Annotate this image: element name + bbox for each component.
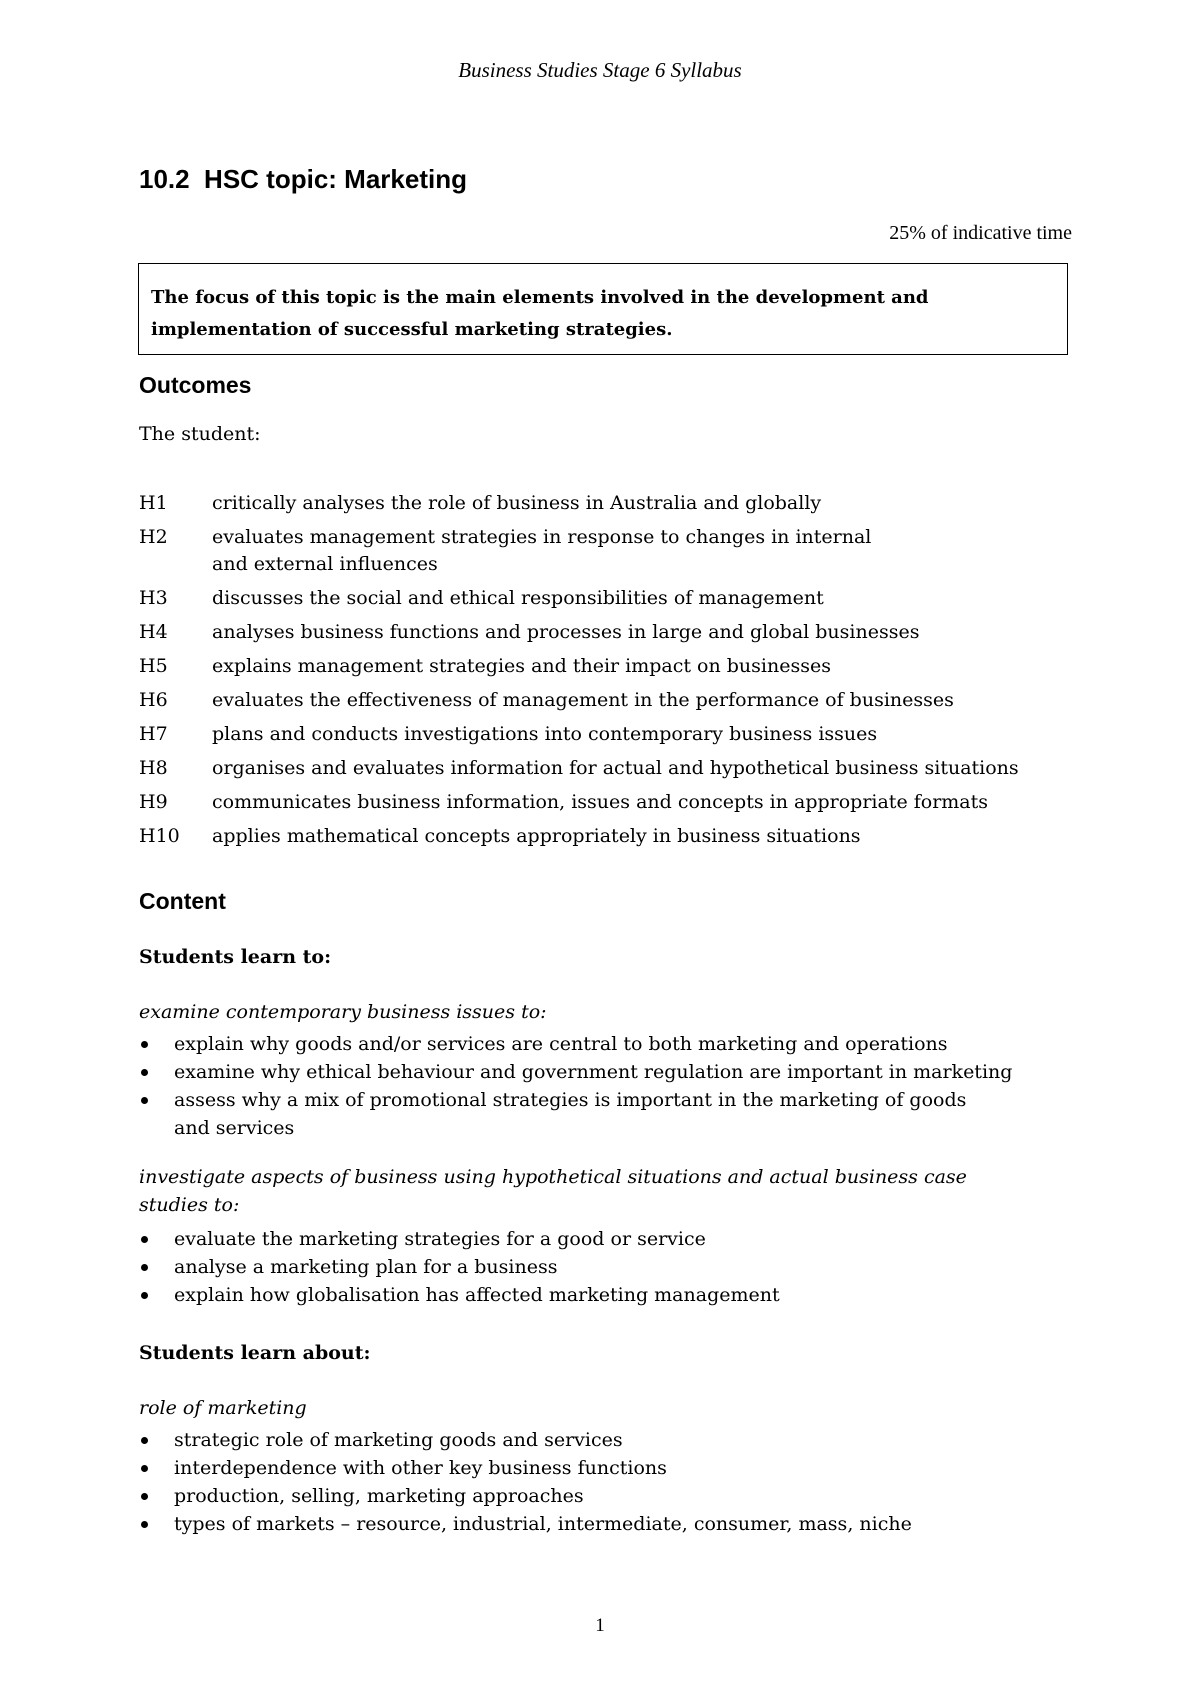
bullet-icon bbox=[139, 1281, 174, 1309]
bullet-text: explain why goods and/or services are central to both marketing and operations bbox=[174, 1033, 948, 1055]
bullet-item bbox=[139, 1281, 1039, 1309]
bullet-icon bbox=[139, 1482, 174, 1510]
learn-to-lead-2: investigate aspects of business using hypothetical situations and actual business case studies to: bbox=[139, 1166, 967, 1216]
bullet-item bbox=[139, 1482, 1039, 1510]
bullet-icon bbox=[139, 1058, 174, 1086]
outcome-text: communicates business information, issues and concepts in appropriate formats bbox=[212, 791, 989, 813]
outcome-text: explains management strategies and their impact on businesses bbox=[212, 655, 831, 677]
bullet-text: evaluate the marketing strategies for a good or service bbox=[174, 1228, 706, 1250]
bullet-text: examine why ethical behaviour and government regulation are important in marketing bbox=[174, 1061, 1013, 1083]
outcome-code: H5 bbox=[139, 655, 168, 677]
learn-about-heading: Students learn about: bbox=[139, 1342, 371, 1364]
content-heading: Content bbox=[139, 888, 226, 914]
outcome-code: H9 bbox=[139, 791, 168, 813]
outcome-text: discusses the social and ethical responsibilities of management bbox=[212, 587, 824, 609]
outcome-code: H2 bbox=[139, 526, 168, 548]
running-header: Business Studies Stage 6 Syllabus bbox=[458, 58, 742, 82]
bullet-text: explain how globalisation has affected marketing management bbox=[174, 1284, 780, 1306]
bullet-text: production, selling, marketing approaches bbox=[174, 1485, 584, 1507]
outcome-code: H4 bbox=[139, 621, 168, 643]
learn-to-heading: Students learn to: bbox=[139, 946, 332, 968]
bullet-text: analyse a marketing plan for a business bbox=[174, 1256, 558, 1278]
bullet-icon bbox=[139, 1426, 174, 1454]
outcome-item bbox=[139, 823, 1089, 850]
bullet-item bbox=[139, 1225, 1039, 1253]
outcome-item bbox=[139, 619, 1089, 646]
outcome-item bbox=[139, 653, 1089, 680]
bullet-item bbox=[139, 1030, 1039, 1058]
bullet-icon bbox=[139, 1086, 174, 1142]
outcome-code: H6 bbox=[139, 689, 168, 711]
bullet-icon bbox=[139, 1225, 174, 1253]
bullet-icon bbox=[139, 1510, 174, 1538]
outcome-text: evaluates management strategies in response to changes in internal and external influences bbox=[212, 526, 872, 575]
bullet-item bbox=[139, 1058, 1039, 1086]
outcome-code: H8 bbox=[139, 757, 168, 779]
outcome-item bbox=[139, 789, 1089, 816]
outcome-text: evaluates the effectiveness of management in the performance of businesses bbox=[212, 689, 954, 711]
outcome-item bbox=[139, 490, 1089, 517]
outcome-text: plans and conducts investigations into contemporary business issues bbox=[212, 723, 878, 745]
indicative-time-note: 25% of indicative time bbox=[889, 222, 1072, 244]
outcome-code: H10 bbox=[139, 825, 180, 847]
bullet-item bbox=[139, 1454, 1039, 1482]
bullet-text: types of markets – resource, industrial, intermediate, consumer, mass, niche bbox=[174, 1513, 912, 1535]
outcome-text: analyses business functions and processes in large and global businesses bbox=[212, 621, 920, 643]
bullet-item bbox=[139, 1086, 1039, 1142]
outcome-code: H7 bbox=[139, 723, 168, 745]
learn-to-lead-1: examine contemporary business issues to: bbox=[139, 1001, 547, 1023]
outcomes-intro: The student: bbox=[139, 423, 261, 445]
bullet-item bbox=[139, 1253, 1039, 1281]
bullet-text: interdependence with other key business functions bbox=[174, 1457, 667, 1479]
learn-about-lead-1: role of marketing bbox=[139, 1397, 307, 1419]
bullet-icon bbox=[139, 1253, 174, 1281]
outcome-text: critically analyses the role of business in Australia and globally bbox=[212, 492, 822, 514]
outcome-item bbox=[139, 755, 1089, 782]
learn-about-bullets-1 bbox=[139, 1426, 1039, 1538]
learn-to-bullets-1 bbox=[139, 1030, 1039, 1142]
bullet-text: strategic role of marketing goods and services bbox=[174, 1429, 623, 1451]
outcome-code: H3 bbox=[139, 587, 168, 609]
outcome-text: applies mathematical concepts appropriately in business situations bbox=[212, 825, 861, 847]
bullet-item bbox=[139, 1426, 1039, 1454]
outcome-text: organises and evaluates information for actual and hypothetical business situations bbox=[212, 757, 1019, 779]
outcome-item bbox=[139, 721, 1089, 748]
topic-title: 10.2 HSC topic: Marketing bbox=[139, 164, 467, 194]
bullet-icon bbox=[139, 1030, 174, 1058]
page-number: 1 bbox=[595, 1615, 605, 1636]
outcomes-heading: Outcomes bbox=[139, 372, 252, 398]
focus-box bbox=[138, 263, 1068, 355]
focus-statement: The focus of this topic is the main elements involved in the development and implementation of successful marketing strategies. bbox=[151, 287, 929, 340]
bullet-icon bbox=[139, 1454, 174, 1482]
learn-to-bullets-2 bbox=[139, 1225, 1039, 1309]
outcome-item bbox=[139, 585, 1089, 612]
outcome-code: H1 bbox=[139, 492, 168, 514]
bullet-text: assess why a mix of promotional strategies is important in the marketing of goods and services bbox=[174, 1089, 967, 1139]
outcome-item bbox=[139, 524, 1089, 578]
outcomes-list bbox=[139, 490, 1089, 857]
bullet-item bbox=[139, 1510, 1039, 1538]
outcome-item bbox=[139, 687, 1089, 714]
